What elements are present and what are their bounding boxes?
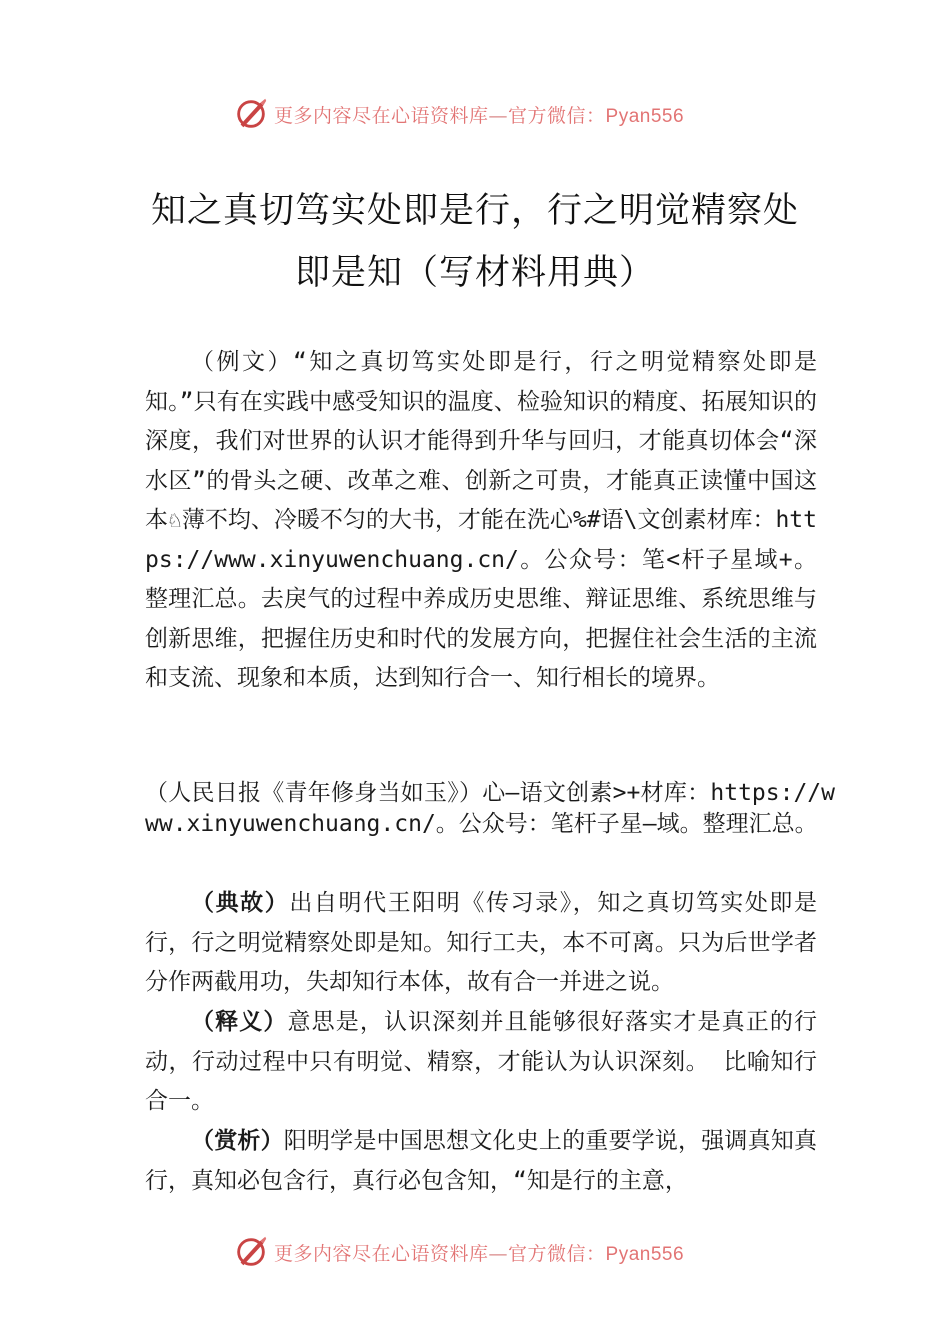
header-banner-text <box>274 101 684 128</box>
banner-wechat-label: 官方微信： <box>508 104 606 127</box>
footer-banner-text <box>274 1239 684 1266</box>
banner-separator: — <box>488 104 509 127</box>
footer-wechat-label: 官方微信： <box>508 1242 606 1265</box>
document-title <box>120 180 830 304</box>
title-line-2: 即是知（写材料用典） <box>294 253 655 293</box>
pen-logo-icon <box>232 95 270 133</box>
banner-main-text: 更多内容尽在心语资料库 <box>274 104 489 127</box>
meaning-paragraph <box>145 1003 817 1122</box>
footer-wechat-id: Pyan556 <box>605 1243 685 1265</box>
meaning-text: 意思是，认识深刻并且能够很好落实才是真正的行动，行动过程中只有明觉、精察，才能认为认识深刻。 比喻知行合一。 <box>145 1009 818 1114</box>
meaning-tag: （释义） <box>191 1009 288 1035</box>
footer-banner <box>232 1232 752 1272</box>
footer-main-text: 更多内容尽在心语资料库 <box>274 1242 489 1265</box>
allusion-paragraph <box>145 884 817 1003</box>
allusion-tag: （典故） <box>191 890 290 916</box>
appreciation-text: 阳明学是中国思想文化史上的重要学说，强调真知真行，真知必包含行，真行必包含知，“知是行的主意， <box>145 1128 818 1194</box>
example-paragraph: （例文）“知之真切笃实处即是行，行之明觉精察处即是知。”只有在实践中感受知识的温度、检验知识的精度、拓展知识的深度，我们对世界的认识才能得到升华与回归，才能真切体会“深水区”的骨头之硬、改革之难、创新之可贵，才能真正读懂中国这本♘薄不均、冷暖不匀的大书，才能在洗心%#语\文创素材库：https://www.xinyuwenchuang.cn/。公众号：笔<杆子星域+。整理汇总。去戾气的过程中养成历史思维、辩证思维、系统思维与创新思维，把握住历史和时代的发展方向，把握住社会生活的主流和支流、现象和本质，达到知行合一、知行相长的境界。 <box>145 349 817 691</box>
appreciation-paragraph <box>145 1122 817 1201</box>
appreciation-tag: （赏析） <box>191 1128 284 1154</box>
pen-logo-icon <box>232 1233 270 1271</box>
footer-separator: — <box>488 1242 509 1265</box>
header-banner <box>232 94 752 134</box>
source-paragraph: （人民日报《青年修身当如玉》）心—语文创素>+材库：https://www.xinyuwenchuang.cn/。公众号：笔杆子星—域。整理汇总。 <box>145 780 835 837</box>
allusion-text: 出自明代王阳明《传习录》，知之真切笃实处即是行，行之明觉精察处即是知。知行工夫，本不可离。只为后世学者分作两截用功，失却知行本体，故有合一并进之说。 <box>145 890 818 995</box>
banner-wechat-id: Pyan556 <box>605 105 685 127</box>
title-line-1: 知之真切笃实处即是行，行之明觉精察处 <box>150 191 799 231</box>
